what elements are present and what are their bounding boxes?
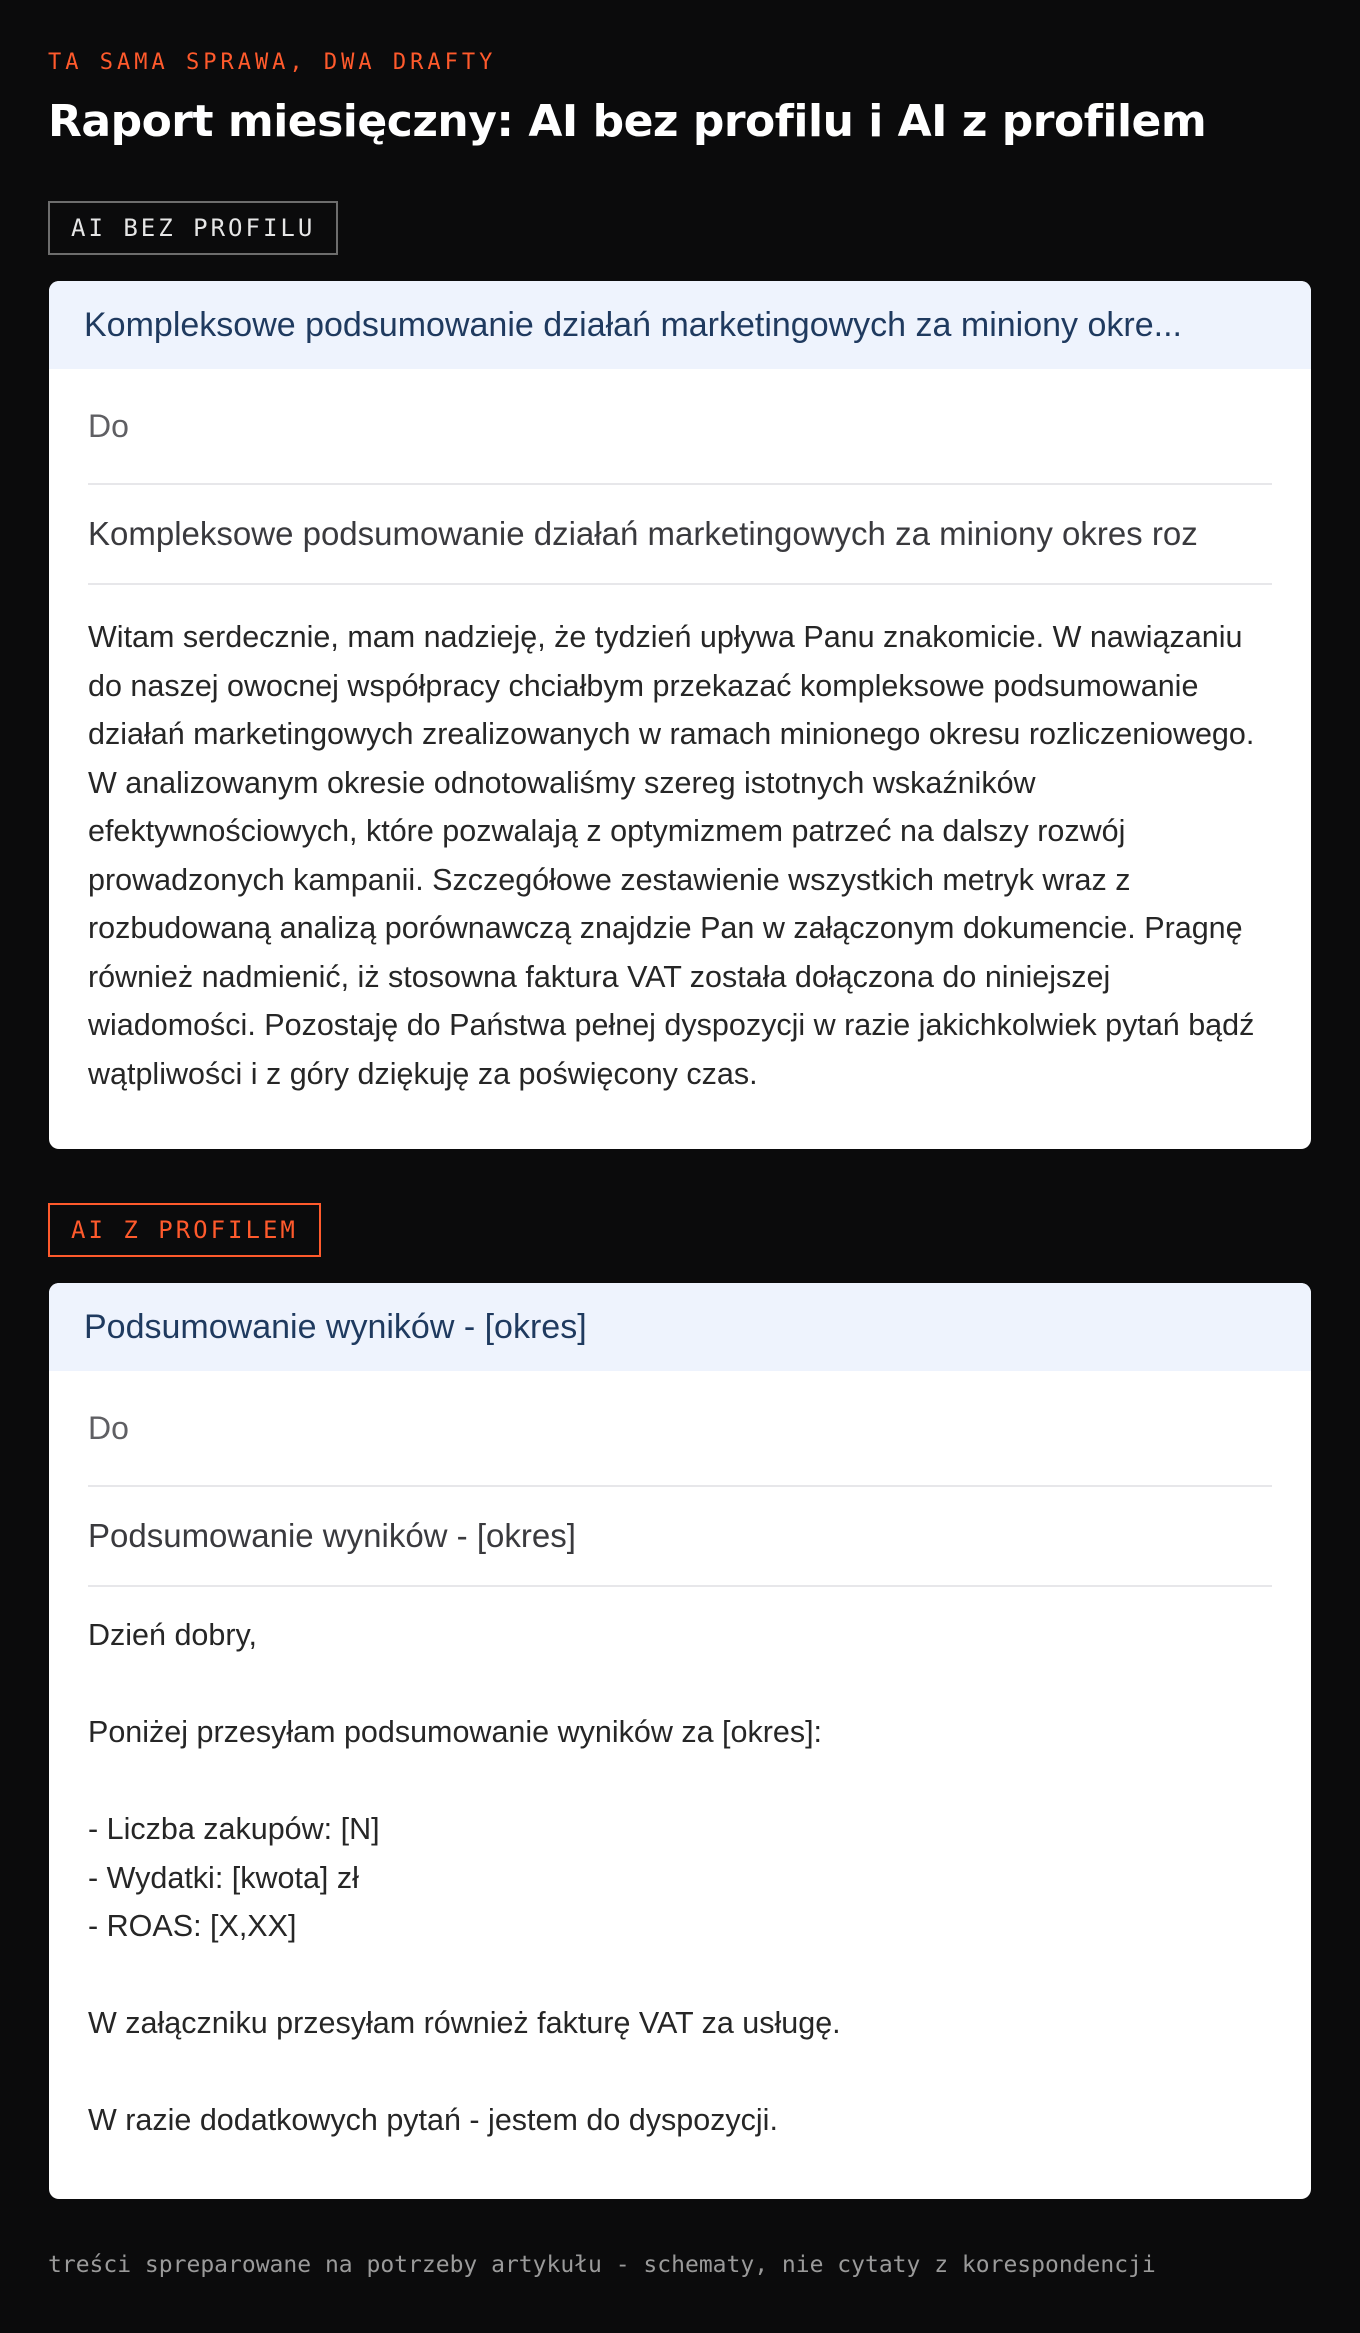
blank-line — [88, 2048, 1272, 2097]
recipients-label: Do — [88, 1409, 129, 1446]
eyebrow-label: TA SAMA SPRAWA, DWA DRAFTY — [48, 50, 497, 75]
bullet-purchases: - Liczba zakupów: [N] — [88, 1812, 380, 1846]
closing-line: W razie dodatkowych pytań - jestem do dyspozycji. — [88, 2103, 778, 2137]
subject-text: Kompleksowe podsumowanie działań marketingowych za miniony okres roz — [88, 515, 1198, 552]
compose-window-title-text: Kompleksowe podsumowanie działań marketingowych za miniony okre... — [84, 305, 1182, 344]
message-body[interactable] — [88, 1587, 1272, 2145]
bullet-spend: - Wydatki: [kwota] zł — [88, 1860, 359, 1895]
tag-ai-with-profile: AI Z PROFILEM — [48, 1203, 321, 1257]
recipients-label: Do — [88, 407, 129, 444]
subject-field[interactable] — [88, 485, 1272, 585]
compose-window-title — [49, 1283, 1311, 1371]
tag-ai-without-profile: AI BEZ PROFILU — [48, 201, 338, 255]
recipients-field[interactable] — [88, 369, 1272, 485]
compose-window-title-text: Podsumowanie wyników - [okres] — [84, 1307, 587, 1346]
blank-line — [88, 1951, 1272, 2000]
intro-line: Poniżej przesyłam podsumowanie wyników za [okres]: — [88, 1715, 823, 1749]
message-body[interactable]: Witam serdecznie, mam nadzieję, że tydzień upływa Panu znakomicie. W nawiązaniu do naszej owocnej współpracy chciałbym przekazać kompleksowe podsumowanie działań marketingowych zrealizowanych w ramach minionego okresu rozliczeniowego. W analizowanym okresie odnotowaliśmy szereg istotnych wskaźników efektywnościowych, które pozwalają z optymizmem patrzeć na dalszy rozwój prowadzonych kampanii. Szczegółowe zestawienie wszystkich metryk wraz z rozbudowaną analizą porównawczą znajdzie Pan w załączonym dokumencie. Pragnę również nadmienić, iż stosowna faktura VAT została dołączona do niniejszej wiadomości. Pozostaję do Państwa pełnej dyspozycji w razie jakichkolwiek pytań bądź wątpliwości i z góry dziękuję za poświęcony czas. — [88, 620, 1255, 1091]
email-draft-with-profile — [49, 1283, 1311, 2199]
attachment-line: W załączniku przesyłam również fakturę VAT za usługę. — [88, 2006, 841, 2040]
subject-field[interactable] — [88, 1487, 1272, 1587]
email-draft-without-profile — [49, 281, 1311, 1149]
footnote: treści spreparowane na potrzeby artykułu - schematy, nie cytaty z korespondencji — [48, 2252, 1156, 2278]
greeting-line: Dzień dobry, — [88, 1618, 257, 1652]
blank-line — [88, 1660, 1272, 1709]
compose-window-title — [49, 281, 1311, 369]
bullet-roas: - ROAS: [X,XX] — [88, 1909, 297, 1943]
blank-line — [88, 1757, 1272, 1806]
subject-text: Podsumowanie wyników - [okres] — [88, 1517, 576, 1554]
recipients-field[interactable] — [88, 1371, 1272, 1487]
page-title: Raport miesięczny: AI bez profilu i AI z profilem — [48, 96, 1207, 147]
